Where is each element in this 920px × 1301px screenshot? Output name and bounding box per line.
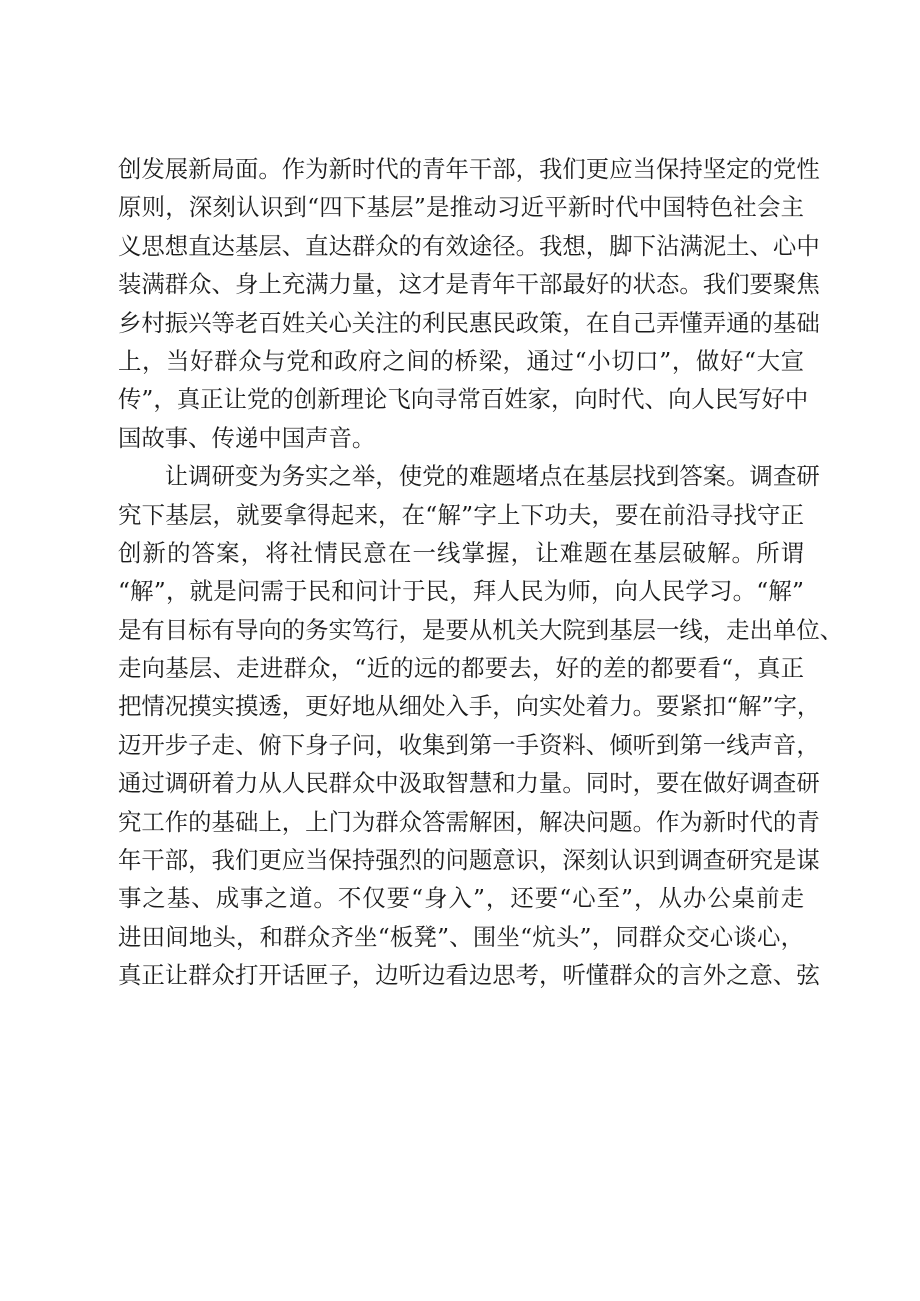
text-line: 把情况摸实摸透，更好地从细处入手，向实处着力。要紧扣“解”字， bbox=[118, 692, 821, 721]
text-line: 事之基、成事之道。不仅要“身入”，还要“心至”，从办公桌前走 bbox=[118, 884, 804, 913]
text-line: 乡村振兴等老百姓关心关注的利民惠民政策，在自己弄懂弄通的基础 bbox=[118, 308, 820, 337]
text-line: 让调研变为务实之举，使党的难题堵点在基层找到答案。调查研 bbox=[164, 462, 820, 491]
text-line: “解”，就是问需于民和问计于民，拜人民为师，向人民学习。“解” bbox=[118, 577, 804, 606]
text-line: 创发展新局面。作为新时代的青年干部，我们更应当保持坚定的党性 bbox=[118, 155, 820, 183]
text-line: 通过调研着力从人民群众中汲取智慧和力量。同时，要在做好调查研 bbox=[118, 769, 820, 798]
paragraph-2 bbox=[118, 457, 844, 994]
text-line: 进田间地头，和群众齐坐“板凳”、围坐“炕头”，同群众交心谈心， bbox=[118, 922, 804, 951]
text-line: 迈开步子走、俯下身子问，收集到第一手资料、倾听到第一线声音， bbox=[118, 730, 820, 759]
text-line: 传”，真正让党的创新理论飞向寻常百姓家，向时代、向人民写好中 bbox=[118, 385, 809, 414]
text-line: 究下基层，就要拿得起来，在“解”字上下功夫，要在前沿寻找守正 bbox=[118, 500, 804, 529]
document-body bbox=[118, 150, 844, 995]
text-line: 装满群众、身上充满力量，这才是青年干部最好的状态。我们要聚焦 bbox=[118, 270, 820, 299]
text-line: 创新的答案，将社情民意在一线掌握，让难题在基层破解。所谓 bbox=[118, 538, 804, 567]
text-line: 年干部，我们更应当保持强烈的问题意识，深刻认识到调查研究是谋 bbox=[118, 846, 820, 875]
paragraph-1 bbox=[118, 150, 820, 457]
text-line: 走向基层、走进群众，“近的远的都要去，好的差的都要看“，真正 bbox=[118, 654, 804, 683]
text-line: 义思想直达基层、直达群众的有效途径。我想，脚下沾满泥土、心中 bbox=[118, 231, 820, 260]
text-line: 是有目标有导向的务实笃行，是要从机关大院到基层一线，走出单位、 bbox=[118, 615, 844, 644]
text-line: 真正让群众打开话匣子，边听边看边思考，听懂群众的言外之意、弦 bbox=[118, 961, 820, 990]
text-line: 上，当好群众与党和政府之间的桥梁，通过“小切口”，做好“大宣 bbox=[118, 346, 804, 375]
text-line: 原则，深刻认识到“四下基层”是推动习近平新时代中国特色社会主 bbox=[118, 193, 804, 222]
text-line: 国故事、传递中国声音。 bbox=[118, 423, 376, 452]
text-line: 究工作的基础上，上门为群众答需解困，解决问题。作为新时代的青 bbox=[118, 807, 820, 836]
